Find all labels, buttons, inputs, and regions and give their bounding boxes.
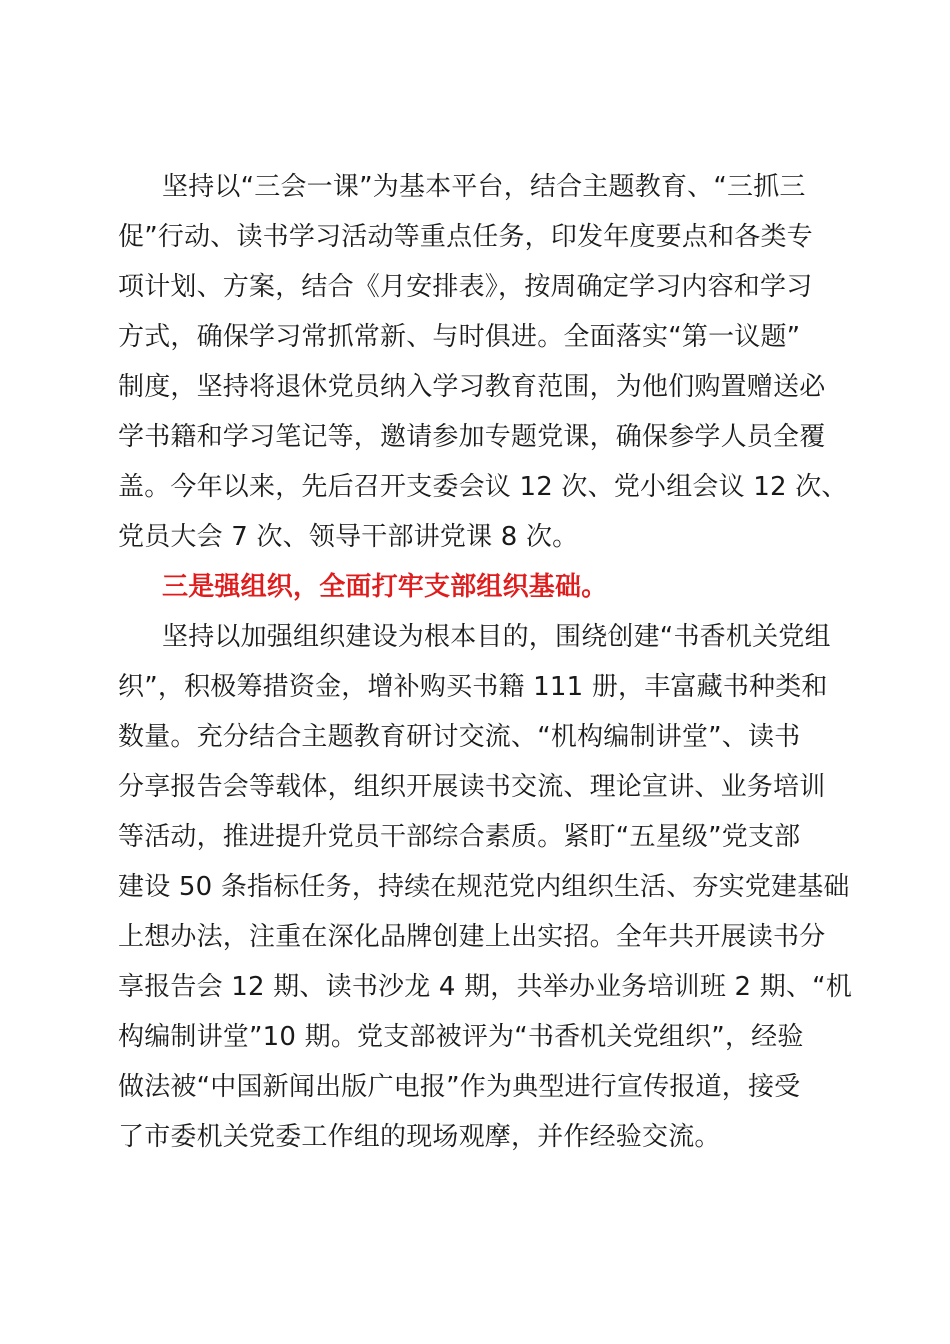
paragraph-2-line: 上想办法，注重在深化品牌创建上出实招。全年共开展读书分 (118, 922, 826, 952)
paragraph-2-line: 坚持以加强组织建设为根本目的，围绕创建“书香机关党组 (162, 622, 831, 652)
paragraph-2-line: 数量。充分结合主题教育研讨交流、“机构编制讲堂”、读书 (118, 722, 801, 752)
paragraph-1-line: 项计划、方案，结合《月安排表》，按周确定学习内容和学习 (118, 272, 813, 302)
paragraph-2-line: 分享报告会等载体，组织开展读书交流、理论宣讲、业务培训 (118, 772, 826, 802)
paragraph-1-line: 方式，确保学习常抓常新、与时俱进。全面落实“第一议题” (118, 322, 801, 352)
paragraph-2-line: 享报告会 12 期、读书沙龙 4 期，共举办业务培训班 2 期、“机 (118, 972, 853, 1002)
paragraph-1-line: 坚持以“三会一课”为基本平台，结合主题教育、“三抓三 (162, 172, 806, 202)
section-heading: 三是强组织，全面打牢支部组织基础。 (162, 572, 608, 602)
paragraph-2-line: 做法被“中国新闻出版广电报”作为典型进行宣传报道，接受 (118, 1072, 801, 1102)
paragraph-2-line: 构编制讲堂”10 期。党支部被评为“书香机关党组织”，经验 (118, 1022, 804, 1052)
paragraph-1-line: 制度，坚持将退休党员纳入学习教育范围，为他们购置赠送必 (118, 372, 826, 402)
paragraph-1-line: 学书籍和学习笔记等，邀请参加专题党课，确保参学人员全覆 (118, 422, 826, 452)
paragraph-1-line: 促”行动、读书学习活动等重点任务，印发年度要点和各类专 (118, 222, 813, 252)
paragraph-1-line: 党员大会 7 次、领导干部讲党课 8 次。 (118, 522, 579, 552)
paragraph-2-line: 织”，积极筹措资金，增补购买书籍 111 册，丰富藏书种类和 (118, 672, 828, 702)
paragraph-1-line: 盖。今年以来，先后召开支委会议 12 次、党小组会议 12 次、 (118, 472, 848, 502)
paragraph-2-line: 等活动，推进提升党员干部综合素质。紧盯“五星级”党支部 (118, 822, 801, 852)
paragraph-2-line: 建设 50 条指标任务，持续在规范党内组织生活、夯实党建基础 (118, 872, 850, 902)
paragraph-2-line: 了市委机关党委工作组的现场观摩，并作经验交流。 (118, 1122, 721, 1152)
